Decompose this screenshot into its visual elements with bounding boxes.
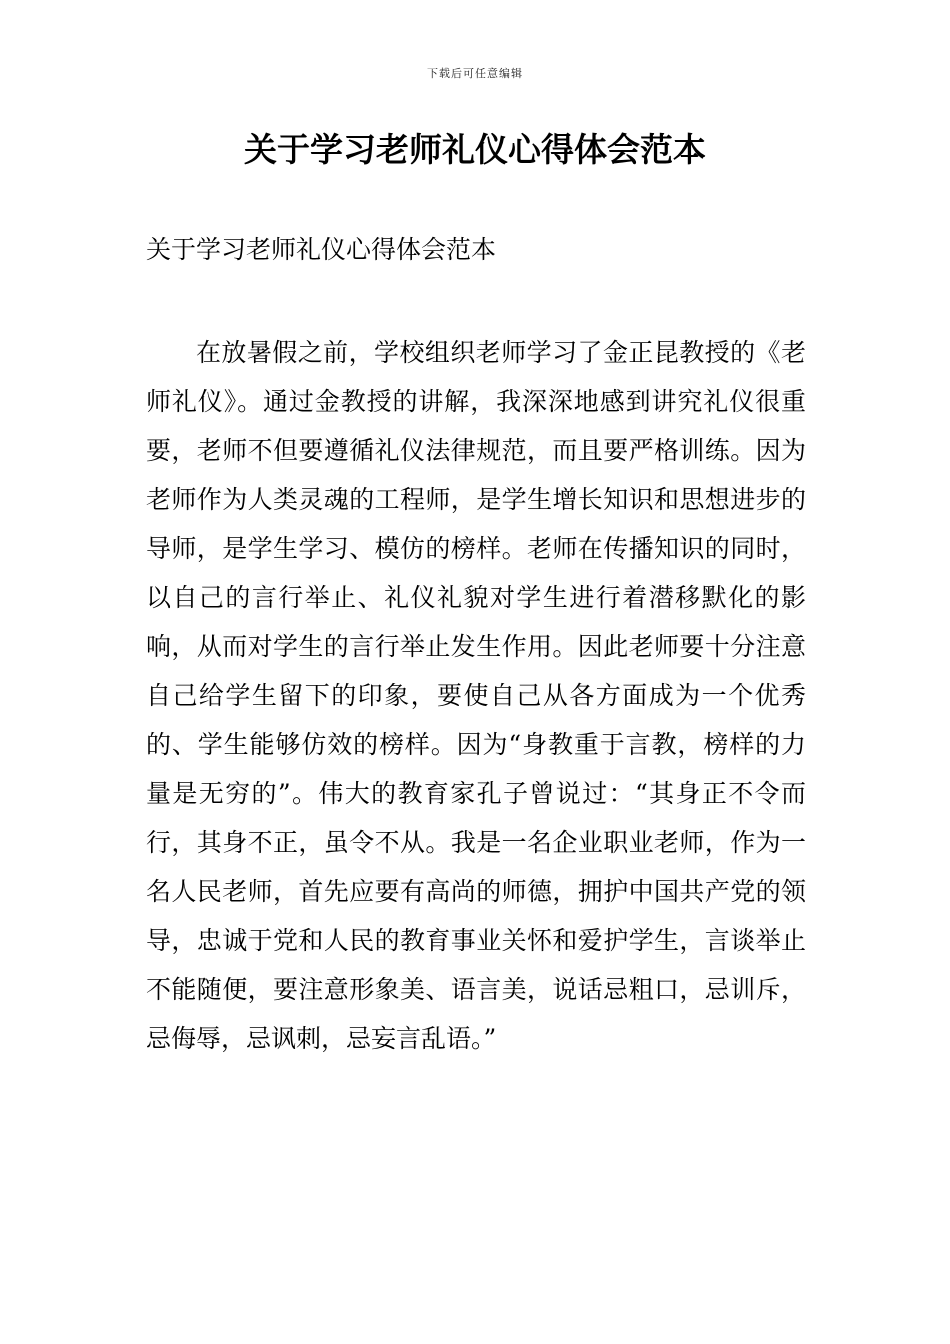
document-subtitle: 关于学习老师礼仪心得体会范本 <box>146 235 497 264</box>
body-paragraph: 在放暑假之前，学校组织老师学习了金正昆教授的《老师礼仪》。通过金教授的讲解，我深深地感到讲究礼仪很重要，老师不但要遵循礼仪法律规范，而且要严格训练。因为老师作为人类灵魂的工程师，是学生增长知识和思想进步的导师，是学生学习、模仿的榜样。老师在传播知识的同时，以自己的言行举止、礼仪礼貌对学生进行着潜移默化的影响，从而对学生的言行举止发生作用。因此老师要十分注意自己给学生留下的印象，要使自己从各方面成为一个优秀的、学生能够仿效的榜样。因为“身教重于言教，榜样的力量是无穷的”。伟大的教育家孔子曾说过：“其身正不令而行，其身不正，虽令不从。我是一名企业职业老师，作为一名人民老师，首先应要有高尚的师德，拥护中国共产党的领导，忠诚于党和人民的教育事业关怀和爱护学生，言谈举止不能随便，要注意形象美、语言美，说话忌粗口，忌训斥，忌侮辱，忌讽刺，忌妄言乱语。” <box>146 338 806 1053</box>
header-note: 下载后可任意编辑 <box>427 67 523 80</box>
document-title: 关于学习老师礼仪心得体会范本 <box>244 130 706 169</box>
